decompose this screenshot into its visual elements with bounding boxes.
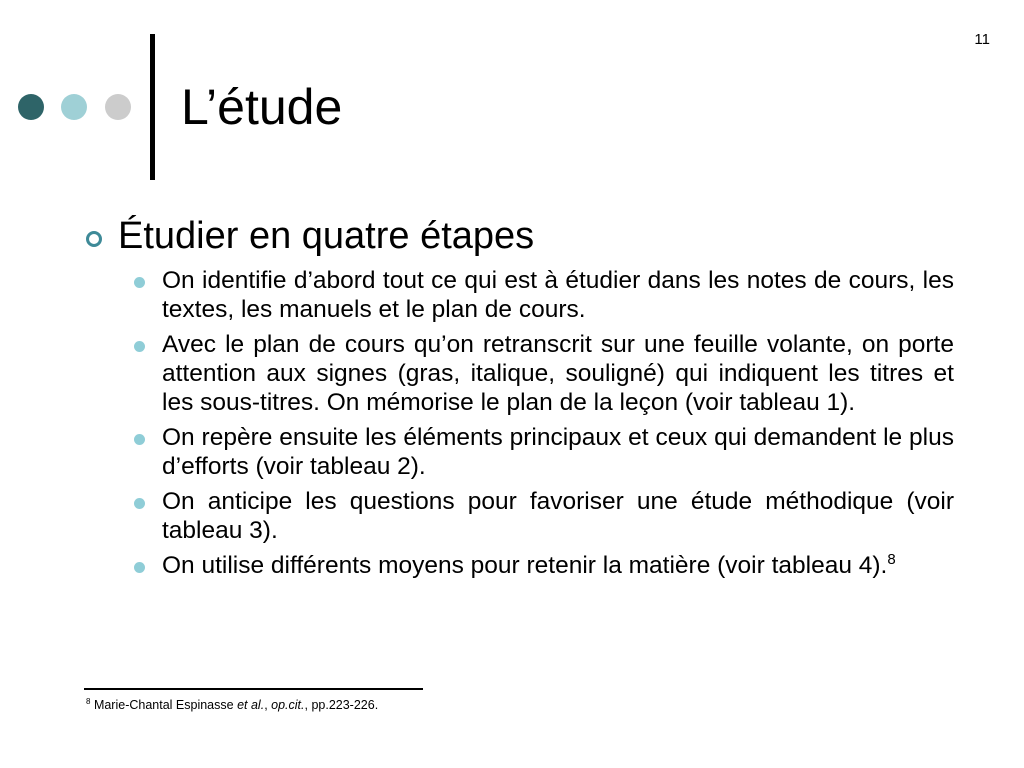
list-item-text [162,551,954,580]
footnote-pages: , pp.223-226. [304,698,379,713]
sub-bullet-list [134,266,954,586]
list-item-text: Avec le plan de cours qu’on retranscrit sur une feuille volante, on porte attention aux signes (gras, italique, souligné) qui indiquent les titres et les sous-titres. On mémorise le plan de la leçon (voir tableau 1). [162,331,954,416]
list-item [134,266,954,324]
footnote-number: 8 [86,697,91,706]
main-bullet [86,210,534,262]
footnote-separator [84,688,423,690]
title-divider [150,34,155,180]
footnote-etal: et al. [237,698,265,713]
list-item [134,423,954,481]
main-bullet-text: Étudier en quatre étapes [118,215,535,257]
slide-title: L’étude [181,79,343,135]
list-item [134,487,954,545]
bullet-dot-icon [134,498,145,509]
bullet-dot-icon [134,277,145,288]
footnote-separator-text: , [264,698,272,713]
ring-bullet-icon [86,231,102,247]
bullet-dot-icon [134,341,145,352]
list-item-text: On anticipe les questions pour favoriser une étude méthodique (voir tableau 3). [162,488,954,544]
footnote-opcit: op.cit. [271,698,305,713]
list-item-text-body: On utilise différents moyens pour retenir la matière (voir tableau 4). [162,552,888,579]
slide-number: 11 [974,31,990,48]
list-item-text: On repère ensuite les éléments principaux et ceux qui demandent le plus d’efforts (voir tableau 2). [162,424,954,480]
footnote-reference: 8 [887,550,896,568]
list-item-text: On identifie d’abord tout ce qui est à étudier dans les notes de cours, les textes, les manuels et le plan de cours. [162,267,954,323]
decorative-dot-gray [105,94,131,120]
bullet-dot-icon [134,434,145,445]
decorative-dot-light [61,94,87,120]
bullet-dot-icon [134,562,145,573]
footnote-author: Marie-Chantal Espinasse [93,698,234,713]
list-item [134,551,954,580]
footnote [86,697,378,712]
list-item [134,330,954,417]
decorative-dot-dark [18,94,44,120]
